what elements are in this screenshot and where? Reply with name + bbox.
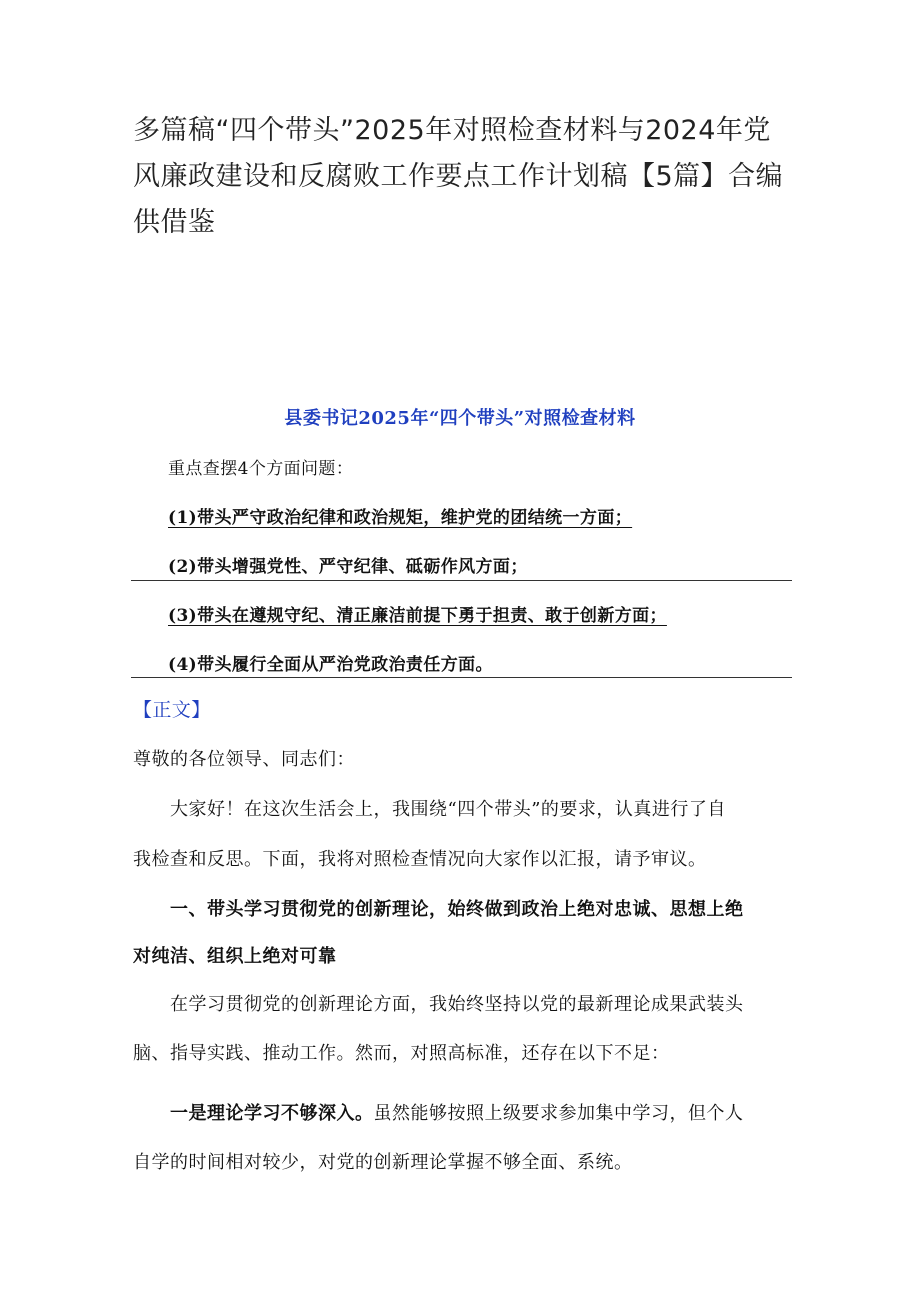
title-line: 供借鉴 — [133, 207, 216, 238]
focus-item: (2)带头增强党性、严守纪律、砥砺作风方面； — [168, 557, 528, 577]
focus-intro: 重点查摆4个方面问题： — [168, 459, 354, 479]
salutation: 尊敬的各位领导、同志们： — [133, 749, 355, 770]
point-line — [170, 1099, 744, 1125]
focus-item: (1)带头严守政治纪律和政治规矩，维护党的团结统一方面； — [168, 508, 633, 528]
point-text: 虽然能够按照上级要求参加集中学习，但个人 — [373, 1103, 744, 1124]
divider — [131, 580, 792, 581]
paragraph-line: 脑、指导实践、推动工作。然而，对照高标准，还存在以下不足： — [133, 1043, 670, 1064]
zhengwen-label: 【正文】 — [133, 699, 211, 721]
section-title: 县委书记2025年“四个带头”对照检查材料 — [284, 408, 636, 429]
focus-item: (3)带头在遵规守纪、清正廉洁前提下勇于担责、敢于创新方面； — [168, 606, 667, 626]
document-title — [133, 108, 833, 246]
intro-line: 我检查和反思。下面，我将对照检查情况向大家作以汇报，请予审议。 — [133, 849, 707, 870]
intro-line: 大家好！在这次生活会上，我围绕“四个带头”的要求，认真进行了自 — [170, 799, 726, 820]
point-line: 自学的时间相对较少，对党的创新理论掌握不够全面、系统。 — [133, 1152, 633, 1173]
focus-item: (4)带头履行全面从严治党政治责任方面。 — [168, 655, 493, 675]
section-heading-line: 对纯洁、组织上绝对可靠 — [133, 946, 337, 967]
section-heading-line: 一、带头学习贯彻党的创新理论，始终做到政治上绝对忠诚、思想上绝 — [170, 899, 744, 920]
title-line: 风廉政建设和反腐败工作要点工作计划稿【5篇】合编 — [133, 161, 784, 192]
point-lead: 一是理论学习不够深入。 — [170, 1103, 374, 1124]
paragraph-line: 在学习贯彻党的创新理论方面，我始终坚持以党的最新理论成果武装头 — [170, 994, 744, 1015]
divider — [131, 677, 792, 678]
title-line: 多篇稿“四个带头”2025年对照检查材料与2024年党 — [133, 115, 771, 146]
